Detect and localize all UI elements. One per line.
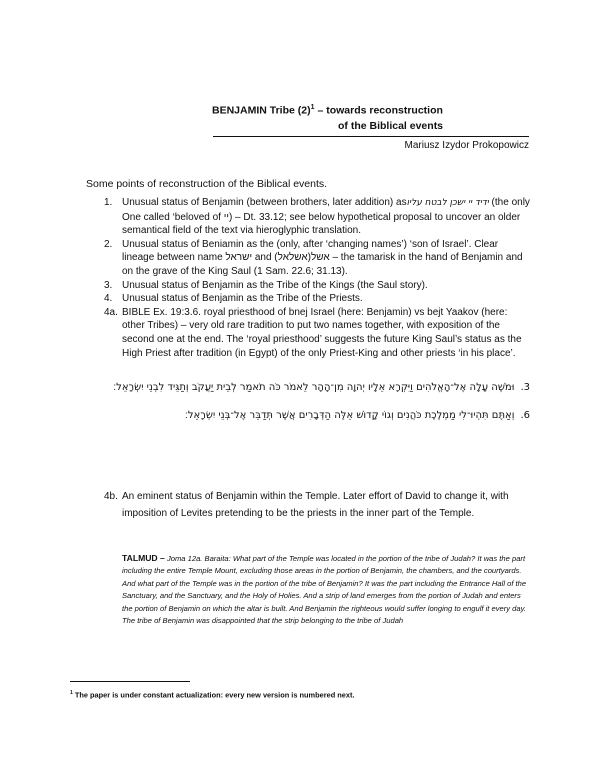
point-text: Unusual status of Benjamin as the Tribe of the Priests. (122, 293, 363, 305)
list-number: 3. (104, 279, 113, 291)
hebrew-verse (96, 382, 530, 393)
footnote-text: The paper is under constant actualization: every new version is numbered next. (74, 690, 355, 700)
point-text: Unusual status of Benjamin (between brothers, later addition) as (122, 197, 407, 208)
title-rule (213, 136, 529, 137)
intro-text: Some points of reconstruction of the Biblical events. (86, 178, 328, 190)
footnote-marker: 1 (70, 690, 73, 696)
talmud-text: What part of the Temple was located in the portion of the tribe of Judah? It was the part including the entire Temple Mount, excluding those areas in the portion of Benjamin, the chambers, and the courtyards. And what part of the Temple was in the portion of the tribe of Benjamin? It was the part including the Entrance Hall of the Sanctuary, and the Sanctuary, and the Holy of Holies. And a strip of land emerges from the portion of Judah and enters the portion of Benjamin on which the altar is built. And Benjamin the righteous would suffer longing to engulf it every day. The tribe of Benjamin was disappointed that the strip belonging to the tribe of Judah (122, 554, 527, 626)
title-number: (2) (297, 104, 311, 117)
list-number: 1. (104, 197, 113, 208)
list-item (104, 196, 532, 238)
footnote-rule (70, 681, 190, 682)
point-text-cont: (the only One called ‘beloved of יי) – Dt. 33.12; see below hypothetical proposal to uncover an older semantical field of the text via hieroglyphic translation. (122, 197, 530, 237)
talmud-quote (122, 552, 532, 627)
footnote-ref[interactable]: 1 (310, 104, 315, 111)
list-item (104, 279, 532, 293)
point-text: BIBLE Ex. 19:3.6. royal priesthood of bnej Israel (here: Benjamin) vs bejt Yaakov (here: other Tribes) – very old rare tradition to put two names together, with exposition of the second one at the end. The ‘royal priesthood’ suggests the future King Saul’s status as the High Priest after tradition (in Egypt) of the only Priest-King and other priests ‘in his place’. (122, 306, 522, 359)
point-4b (104, 488, 532, 522)
document-title-line2: of the Biblical events (338, 120, 444, 132)
hebrew-verse (96, 410, 530, 421)
point-text: Unusual status of Benjamin as the Tribe of the Kings (the Saul story). (122, 279, 428, 291)
verse-text: וְאַתֶּם תִּהְיוּ־לִי מַמְלֶכֶת כֹּהֲנִים וְגוֹי קָדוֹשׁ אֵלֶּה הַדְּבָרִים אֲשֶׁר תְּדַבֵּר אֶל־בְּנֵי יִשְׂרָאֵל׃ (184, 410, 515, 421)
talmud-label: TALMUD – (122, 553, 165, 563)
list-item (104, 292, 532, 306)
author-name: Mariusz Izydor Prokopowicz (404, 140, 529, 151)
verse-number: 3. (520, 382, 530, 393)
list-number: 4. (104, 293, 113, 305)
title-text-a: BENJAMIN Tribe (212, 104, 295, 117)
point-text: An eminent status of Benjamin within the Temple. Later effort of David to change it, with imposition of Levites pretending to be the priests in the inner part of the Temple. (122, 491, 509, 519)
points-list (104, 196, 532, 360)
verse-text: וּמֹשֶׁה עָלָה אֶל־הָאֱלֹהִים וַיִּקְרָא אֵלָיו יְהוָה מִן־הָהָר לֵאמֹר כֹּה תֹאמַר לְבֵית יַעֲקֹב וְתַגֵּיד לִבְנֵי יִשְׂרָאֵל׃ (113, 382, 515, 393)
title-text-b: – towards reconstruction (317, 104, 443, 117)
talmud-reference: Joma 12a. Baraita: (166, 554, 231, 563)
list-number: 2. (104, 238, 113, 250)
document-title-line1 (212, 104, 443, 117)
list-item (104, 306, 532, 360)
list-item (104, 238, 532, 279)
list-number: 4b. (104, 491, 118, 502)
verse-number: 6. (520, 410, 530, 421)
footnote (70, 690, 355, 699)
point-text: Unusual status of Beniamin as the (only, after ‘changing names’) ‘son of Israel’. Clear lineage between name ישראל and אשל(אשלאל) – the tamarisk in the hand of Benjamin and on the grave of the King Saul (1 Sam. 22.6; 31.13). (122, 238, 523, 277)
hebrew-quote: ידיד יי ישכן לבטח עליו (406, 198, 489, 208)
list-number: 4a. (104, 306, 118, 318)
